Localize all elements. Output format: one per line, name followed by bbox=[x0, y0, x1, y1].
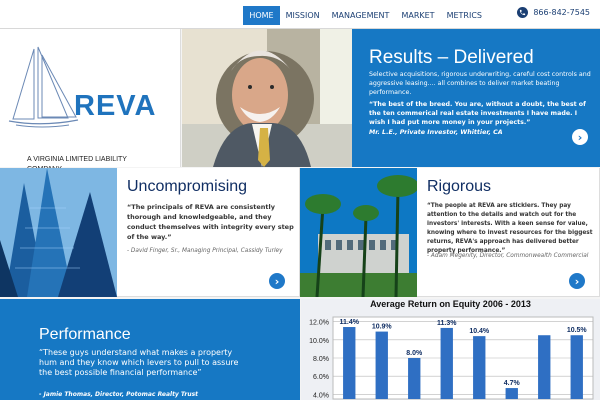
performance-quote: “These guys understand what makes a property hum and they know which levers to pull to assure the best possible financial performance” bbox=[39, 348, 239, 377]
chart-data-label: 8.0% bbox=[406, 350, 423, 357]
chart-bar bbox=[408, 358, 420, 399]
nav-home[interactable]: HOME bbox=[243, 6, 279, 25]
chart-y-tick-label: 8.0% bbox=[313, 356, 329, 363]
hero-panel bbox=[352, 29, 600, 167]
office-building-image bbox=[300, 168, 417, 297]
reva-logo-text: REVA bbox=[74, 90, 157, 122]
nav-metrics[interactable]: METRICS bbox=[446, 11, 482, 20]
sailboat-icon bbox=[6, 39, 81, 139]
skyscraper-image bbox=[0, 168, 117, 297]
chart-data-label: 4.7% bbox=[503, 380, 520, 388]
card-title-rigorous: Rigorous bbox=[427, 178, 492, 195]
phone-contact[interactable] bbox=[517, 7, 590, 18]
performance-title: Performance bbox=[39, 326, 131, 343]
chart-bar bbox=[473, 336, 485, 399]
hero-attribution: Mr. L.E., Private Investor, Whittier, CA bbox=[369, 129, 503, 136]
chart-title: Average Return on Equity 2006 - 2013 bbox=[370, 299, 531, 309]
performance-attribution: - Jamie Thomas, Director, Potomac Realty Trust bbox=[39, 391, 199, 398]
card-attribution-rigorous: - Adam Megenity, Director, Commonwealth Commercial bbox=[427, 253, 589, 259]
chart-bar bbox=[343, 327, 355, 399]
roe-chart-svg bbox=[301, 299, 600, 400]
hero-quote: “The best of the breed. You are, without a doubt, the best of the ten commerical real estate investments I have made. I wish I had put more money in your projects.” bbox=[369, 101, 586, 126]
performance-panel bbox=[0, 299, 300, 400]
arrow-right-icon: › bbox=[577, 130, 583, 144]
chart-data-label: 11.4% bbox=[339, 319, 359, 327]
company-subtitle: A VIRGINIA LIMITED LIABILITY bbox=[27, 156, 127, 163]
logo-panel bbox=[0, 29, 181, 167]
card-title-uncompromising: Uncompromising bbox=[127, 178, 248, 195]
roe-chart bbox=[301, 299, 600, 400]
hero-title: Results – Delivered bbox=[369, 47, 534, 68]
arrow-right-icon: › bbox=[574, 274, 580, 288]
arrow-right-icon: › bbox=[274, 274, 280, 288]
nav-mission[interactable]: MISSION bbox=[285, 11, 320, 20]
phone-icon bbox=[517, 7, 528, 18]
chart-bar bbox=[571, 335, 583, 399]
chart-data-label: 11.3% bbox=[437, 319, 457, 327]
card-attribution-uncompromising: - David Finger, Sr., Managing Principal, Cassidy Turley bbox=[127, 248, 283, 254]
nav-market[interactable]: MARKET bbox=[401, 11, 435, 20]
top-navigation bbox=[0, 0, 600, 29]
chart-y-tick-label: 10.0% bbox=[309, 337, 329, 345]
chart-bar bbox=[538, 335, 550, 399]
phone-number: 866-842-7545 bbox=[533, 8, 590, 17]
chart-data-label: 10.4% bbox=[469, 328, 490, 336]
rigorous-card bbox=[417, 168, 600, 297]
chart-bar bbox=[506, 388, 518, 399]
chart-y-tick-label: 12.0% bbox=[309, 319, 329, 327]
uncompromising-arrow-button[interactable] bbox=[269, 273, 285, 289]
main-nav bbox=[243, 6, 488, 25]
hero-arrow-button[interactable] bbox=[572, 129, 588, 145]
chart-data-label: 10.9% bbox=[371, 323, 392, 331]
chart-bar bbox=[376, 332, 388, 399]
rigorous-arrow-button[interactable] bbox=[569, 273, 585, 289]
chart-y-tick-label: 6.0% bbox=[313, 374, 329, 382]
hero-body: Selective acquisitions, rigorous underwriting, careful cost controls and aggressive leasing.... all combines to deliver market beating performance. bbox=[369, 71, 591, 96]
card-quote-rigorous: “The people at REVA are sticklers. They pay attention to the details and watch out for the investors' interests. With a keen sense for value, knowing where to invest resources for the biggest returns, REVA's approach has delivered better property performance.” bbox=[427, 203, 593, 254]
chart-y-tick-label: 4.0% bbox=[313, 392, 329, 400]
executive-photo bbox=[182, 29, 352, 167]
card-quote-uncompromising: “The principals of REVA are consistently thorough and knowledgeable, and they conduct themselves with integrity every step of the way.” bbox=[127, 203, 294, 241]
chart-bar bbox=[441, 328, 453, 399]
uncompromising-card bbox=[117, 168, 300, 297]
nav-management[interactable]: MANAGEMENT bbox=[331, 11, 390, 20]
chart-data-label: 10.5% bbox=[566, 327, 587, 335]
